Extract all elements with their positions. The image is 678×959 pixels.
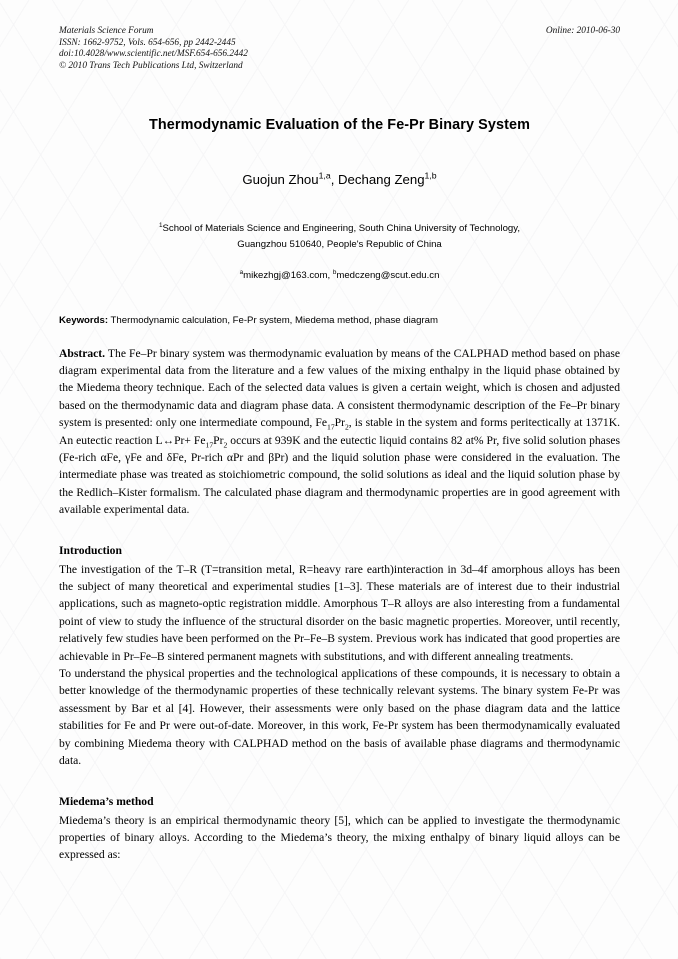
- journal-copyright: © 2010 Trans Tech Publications Ltd, Switzerland: [59, 60, 243, 71]
- affiliation-marker: 1: [158, 222, 163, 230]
- section-heading-miedema-method: Miedema’s method: [59, 794, 154, 808]
- journal-issn: ISSN: 1662-9752, Vols. 654-656, pp 2442-2445: [59, 37, 236, 48]
- abstract-text-part-3: , is stable in the system and forms peritectically at 1371K. An eutectic reaction L↔Pr+ Fe: [59, 416, 620, 447]
- journal-name: Materials Science Forum: [59, 26, 154, 36]
- affiliation-line-2: Guangzhou 510640, People's Republic of China: [237, 238, 442, 250]
- abstract-text-part-1: The Fe–Pr binary system was thermodynamic evaluation by means of the CALPHAD method based on phase diagram experimental data from the literature and a few values of the mixing enthalpy in the liquid phase obtained by the Miedema theory technique. Each of the selected data values is given a certain weight, which is chosen and adjusted based on the thermodynamic data and diagram phase data. A consistent thermodynamic description of the Fe–Pr binary system is presented: only one intermediate compound, Fe: [59, 346, 620, 430]
- author-separator: ,: [330, 172, 339, 188]
- section-heading-introduction: Introduction: [59, 543, 122, 557]
- section-miedema-paragraph-1: Miedema’s theory is an empirical thermodynamic theory [5], which can be applied to investigate the thermodynamic properties of binary alloys. According to the Miedema’s theory, the mixing enthalpy of binary liquid alloys can be expressed as:: [59, 813, 620, 862]
- abstract-text-part-2: Pr: [334, 416, 345, 430]
- keywords-line: [59, 314, 620, 328]
- author-name-1: Guojun Zhou: [242, 172, 319, 188]
- author-emails: [59, 270, 620, 281]
- author-affiliation-marker-1: 1,a: [318, 170, 331, 181]
- page-title: Thermodynamic Evaluation of the Fe-Pr Binary System: [149, 117, 530, 134]
- section-introduction-paragraph-1: The investigation of the T–R (T=transition metal, R=heavy rare earth)interaction in 3d–4f amorphous alloys has been the subject of many theoretical and experimental studies [1–3]. These materials are of interest due to their industrial applications, such as magneto-optic registration middle. Amorphous T–R alloys are also interesting from a fundamental point of view to study the influence of the structural disorder on the basic magnetic properties. Moreover, until recently, relatively few studies have been performed on the Pr–Fe–B system. Previous work has indicated that good properties are achievable in Pr–Fe–B sintered permanent magnets with substitutions, and with different annealing treatments.: [59, 562, 620, 663]
- abstract-subscript-2: 2: [344, 422, 349, 432]
- journal-header-lines: [59, 26, 620, 72]
- author-name-2: Dechang Zeng: [338, 172, 425, 188]
- abstract-text-part-4: Pr: [213, 433, 224, 447]
- section-introduction-paragraph-2: To understand the physical properties and the technological applications of these compounds, it is necessary to obtain a better knowledge of the thermodynamic properties of these technically relevant systems. The binary system Fe-Pr was assessment by Bar et al [4]. However, their assessments were only based on the phase diagram data and the lattice stabilities for Fe and Pr were out-of-date. Moreover, in this work, Fe-Pr system has been thermodynamically evaluated by combining Miedema theory with CALPHAD method on the basis of available phase diagrams and thermodynamic data.: [59, 667, 620, 768]
- abstract-block: [59, 345, 620, 519]
- email-author-a[interactable]: mikezhgj@163.com,: [243, 269, 331, 281]
- online-date: Online: 2010-06-30: [545, 26, 620, 36]
- keywords-label: Keywords:: [59, 314, 109, 326]
- abstract-subscript-1: 17: [327, 422, 335, 432]
- affiliation-block: [59, 221, 620, 252]
- journal-doi: doi:10.4028/www.scientific.net/MSF.654-656.2442: [59, 49, 248, 60]
- abstract-subscript-3: 17: [205, 439, 214, 449]
- affiliation-line-1: School of Materials Science and Engineering, South China University of Technology,: [162, 223, 520, 235]
- journal-header: [59, 26, 620, 72]
- email-author-b[interactable]: medczeng@scut.edu.cn: [336, 269, 440, 281]
- abstract-text-part-5: occurs at 939K and the eutectic liquid contains 82 at% Pr, five solid solution phases (Fe-rich αFe, γFe and δFe, Pr-rich αPr and βPr) and the liquid solution phase were considered in the evaluation. The intermediate phase was treated as stoichiometric compound, the solid solutions as ideal and the liquid solution phase by the Redlich–Kister formalism. The calculated phase diagram and thermodynamic properties are in good agreement with available experimental data.: [59, 433, 620, 517]
- author-affiliation-marker-2: 1,b: [424, 170, 437, 181]
- abstract-label: Abstract.: [59, 346, 106, 360]
- author-list: [59, 172, 620, 187]
- keywords-value: Thermodynamic calculation, Fe-Pr system, Miedema method, phase diagram: [110, 314, 438, 326]
- abstract-subscript-4: 2: [223, 439, 228, 449]
- email-marker-b: b: [332, 268, 337, 276]
- email-marker-a: a: [239, 268, 244, 276]
